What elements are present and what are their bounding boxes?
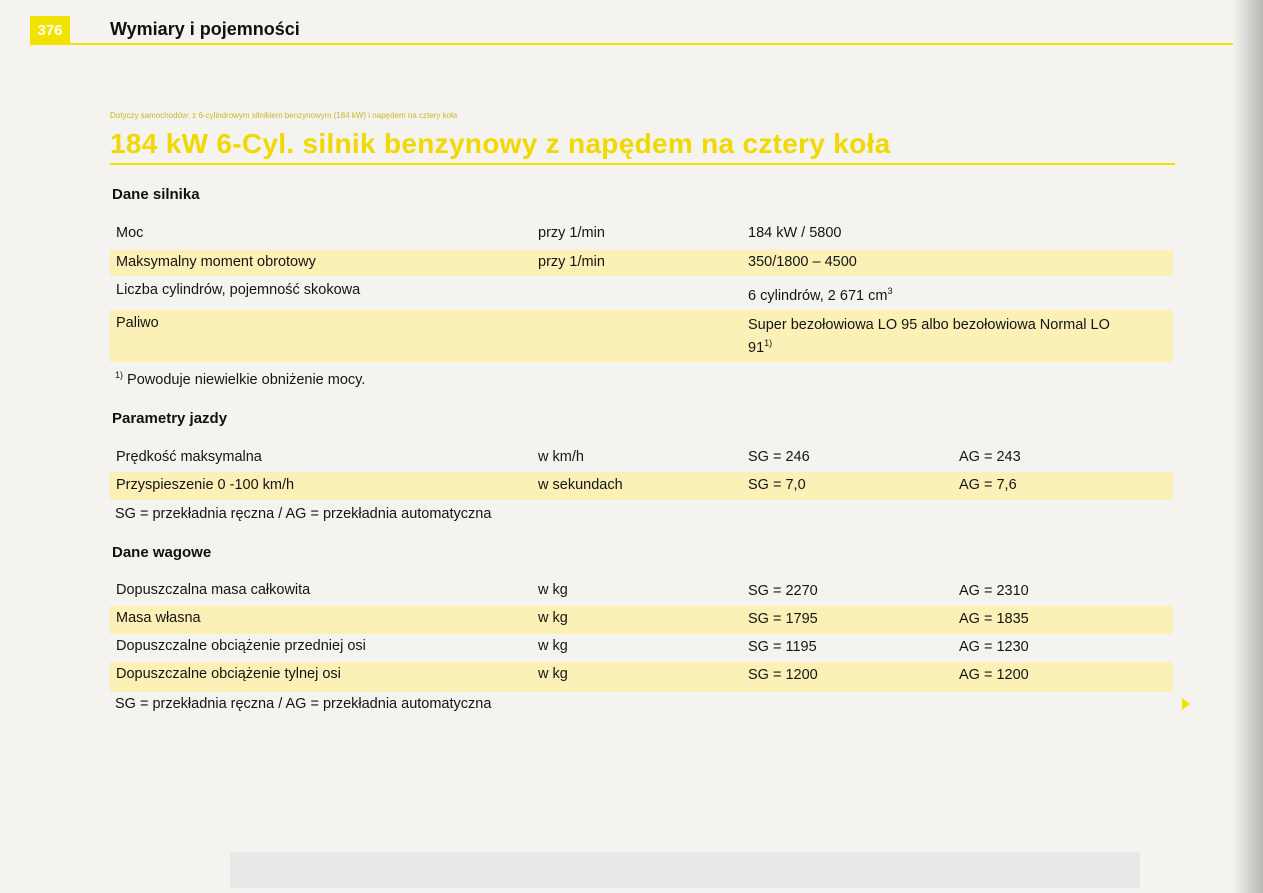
row-value: 350/1800 – 4500: [748, 254, 857, 270]
row-sg-value: SG = 1195: [748, 639, 817, 655]
value-text: 6 cylindrów, 2 671 cm: [748, 287, 888, 304]
gearbox-legend: SG = przekładnia ręczna / AG = przekładnia automatyczna: [115, 506, 492, 522]
row-unit: w kg: [538, 610, 568, 626]
footnote: [115, 370, 365, 388]
table-row: [110, 310, 1173, 362]
row-sg-value: SG = 246: [748, 449, 810, 465]
row-sg-value: SG = 1200: [748, 667, 818, 683]
row-unit: przy 1/min: [538, 225, 605, 241]
bottom-bleed-through: [230, 852, 1140, 888]
table-row: [110, 634, 1173, 662]
row-unit: w kg: [538, 582, 568, 598]
row-unit: przy 1/min: [538, 254, 605, 270]
title-divider: [110, 163, 1175, 165]
header-divider: [30, 43, 1233, 45]
table-row: [110, 472, 1173, 500]
footnote-ref: 1): [764, 338, 773, 348]
page-edge-shadow: [1233, 0, 1263, 893]
gearbox-legend: SG = przekładnia ręczna / AG = przekładnia automatyczna: [115, 696, 492, 712]
value-text: 91: [748, 339, 765, 356]
applicability-caption: Dotyczy samochodów: z 6-cylindrowym silnikiem benzynowym (184 kW) i napędem na cztery koła: [110, 111, 458, 120]
row-value-continued: [748, 338, 772, 356]
row-label: Przyspieszenie 0 -100 km/h: [116, 477, 295, 493]
row-label: Maksymalny moment obrotowy: [116, 254, 316, 270]
row-label: Paliwo: [116, 315, 159, 331]
engine-heading: Dane silnika: [112, 186, 200, 203]
table-row: [110, 250, 1173, 276]
table-row: [110, 221, 1173, 250]
table-row: [110, 578, 1173, 606]
row-value: 184 kW / 5800: [748, 225, 842, 241]
row-value: Super bezołowiowa LO 95 albo bezołowiowa Normal LO: [748, 317, 1110, 333]
row-ag-value: AG = 1200: [959, 667, 1029, 683]
row-ag-value: AG = 2310: [959, 583, 1029, 599]
table-row: [110, 444, 1173, 472]
row-sg-value: SG = 1795: [748, 611, 818, 627]
row-ag-value: AG = 1230: [959, 639, 1029, 655]
row-label: Masa własna: [116, 610, 201, 626]
row-label: Dopuszczalne obciążenie przedniej osi: [116, 638, 366, 654]
row-sg-value: SG = 7,0: [748, 477, 806, 493]
driving-heading: Parametry jazdy: [112, 410, 228, 427]
row-label: Dopuszczalne obciążenie tylnej osi: [116, 666, 341, 682]
continue-arrow-icon: [1182, 698, 1190, 710]
row-label: Dopuszczalna masa całkowita: [116, 582, 311, 598]
row-unit: w kg: [538, 638, 568, 654]
table-row: [110, 662, 1173, 692]
section-title: Wymiary i pojemności: [110, 19, 300, 39]
row-ag-value: AG = 243: [959, 449, 1021, 465]
table-row: [110, 606, 1173, 634]
page-title: 184 kW 6-Cyl. silnik benzynowy z napędem na cztery koła: [110, 128, 891, 159]
row-value: [748, 286, 892, 304]
row-unit: w km/h: [538, 449, 584, 465]
row-ag-value: AG = 7,6: [959, 477, 1017, 493]
page-number: 376: [30, 16, 70, 44]
footnote-text: Powoduje niewielkie obniżenie mocy.: [127, 371, 366, 388]
row-unit: w sekundach: [538, 477, 623, 493]
table-row: [110, 276, 1173, 310]
row-label: Moc: [116, 225, 144, 241]
row-sg-value: SG = 2270: [748, 583, 818, 599]
footnote-mark: 1): [115, 370, 124, 380]
row-ag-value: AG = 1835: [959, 611, 1029, 627]
row-unit: w kg: [538, 666, 568, 682]
row-label: Liczba cylindrów, pojemność skokowa: [116, 282, 361, 298]
superscript: 3: [887, 286, 893, 296]
weight-heading: Dane wagowe: [112, 544, 212, 561]
row-label: Prędkość maksymalna: [116, 449, 262, 465]
